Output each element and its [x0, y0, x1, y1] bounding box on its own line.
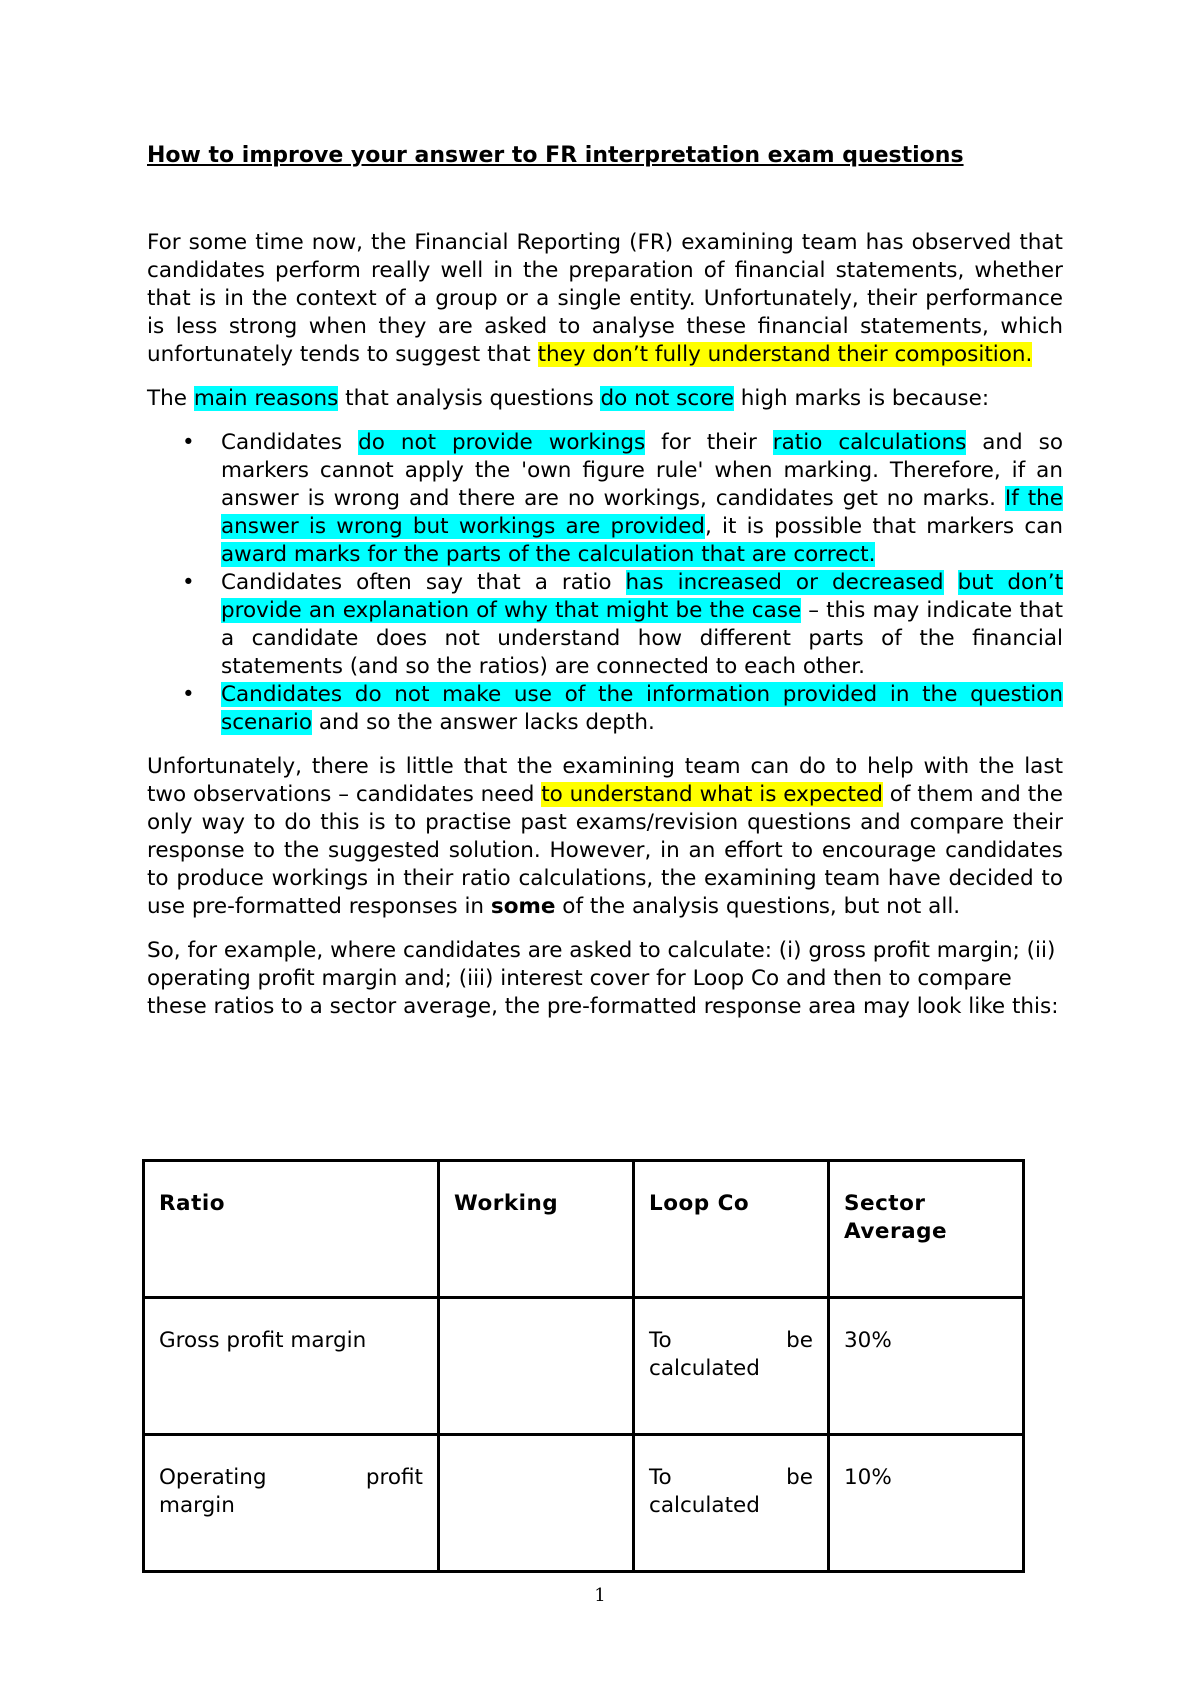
list-item: • Candidates do not make use of the information provided in the question scenario and so the answer lacks depth. — [182, 682, 1063, 735]
example-paragraph: So, for example, where candidates are asked to calculate: (i) gross profit margin; (ii) operating profit margin and; (iii) interest cover for Loop Co and then to compare these ratios to a sector average, the pre-formatted response area may look like this: — [147, 938, 1059, 1019]
cell-working[interactable] — [439, 1298, 634, 1435]
table-header-row — [144, 1161, 1024, 1298]
ratio-response-table — [142, 1159, 1025, 1573]
highlight-cyan: do not score — [600, 386, 734, 411]
highlight-cyan: has increased or decreased — [625, 570, 944, 595]
cell-ratio: Gross profit margin — [144, 1298, 439, 1435]
cell-loop-co[interactable]: To be calculated — [634, 1435, 829, 1572]
highlight-cyan: but don’t provide an explanation of why that might be the case — [221, 570, 1064, 623]
cell-loop-co[interactable]: To be calculated — [634, 1298, 829, 1435]
column-header-ratio: Ratio — [144, 1161, 439, 1298]
intro-paragraph: For some time now, the Financial Reporting (FR) examining team has observed that candidates perform really well in the preparation of financial statements, whether that is in the context of a group or a single entity. Unfortunately, their performance is less strong when they are asked to analyse these financial statements, which unfortunately tends to suggest that they don’t fully understand their composition. — [147, 230, 1063, 367]
bullet-icon: • — [182, 430, 195, 455]
reasons-list — [147, 429, 1063, 737]
highlight-yellow: they don’t fully understand their composition. — [537, 342, 1033, 367]
highlight-cyan: ratio calculations — [772, 430, 967, 455]
cell-sector-average: 10% — [829, 1435, 1024, 1572]
highlight-cyan: do not provide workings — [358, 430, 646, 455]
page-number: 1 — [594, 1585, 606, 1606]
cell-ratio: Operating profit margin — [144, 1435, 439, 1572]
column-header-working: Working — [439, 1161, 634, 1298]
list-item: • Candidates often say that a ratio has increased or decreased but don’t provide an explanation of why that might be the case – this may indicate that a candidate does not understand how different parts of the financial statements (and so the ratios) are connected to each other. — [182, 570, 1064, 679]
bold-emphasis: some — [490, 894, 556, 919]
highlight-cyan: main reasons — [193, 386, 339, 411]
observations-paragraph: Unfortunately, there is little that the examining team can do to help with the last two observations – candidates need to understand what is expected of them and the only way to do this is to practise past exams/revision questions and compare their response to the suggested solution. However, in an effort to encourage candidates to produce workings in their ratio calculations, the examining team have decided to use pre-formatted responses in some of the analysis questions, but not all. — [147, 754, 1063, 919]
document-body — [147, 142, 1063, 1021]
cell-sector-average: 30% — [829, 1298, 1024, 1435]
highlight-cyan: Candidates do not make use of the information provided in the question scenario — [221, 682, 1063, 735]
table-row — [144, 1435, 1024, 1572]
table-row — [144, 1298, 1024, 1435]
highlight-cyan: If the answer is wrong but workings are provided — [221, 486, 1063, 539]
cell-working[interactable] — [439, 1435, 634, 1572]
column-header-loop-co: Loop Co — [634, 1161, 829, 1298]
list-item: • Candidates do not provide workings for their ratio calculations and so markers cannot apply the 'own figure rule' when marking. Therefore, if an answer is wrong and there are no workings, candidates get no marks. If the answer is wrong but workings are provided, it is possible that markers can award marks for the parts of the calculation that are correct. — [182, 430, 1064, 567]
bullet-icon: • — [182, 682, 195, 707]
highlight-yellow: to understand what is expected — [541, 782, 883, 807]
reasons-paragraph: The main reasons that analysis questions do not score high marks is because: — [147, 386, 990, 411]
bullet-icon: • — [182, 570, 195, 595]
column-header-sector-average: Sector Average — [829, 1161, 1024, 1298]
highlight-cyan: award marks for the parts of the calculation that are correct. — [221, 542, 876, 567]
page-title: How to improve your answer to FR interpretation exam questions — [147, 143, 964, 168]
